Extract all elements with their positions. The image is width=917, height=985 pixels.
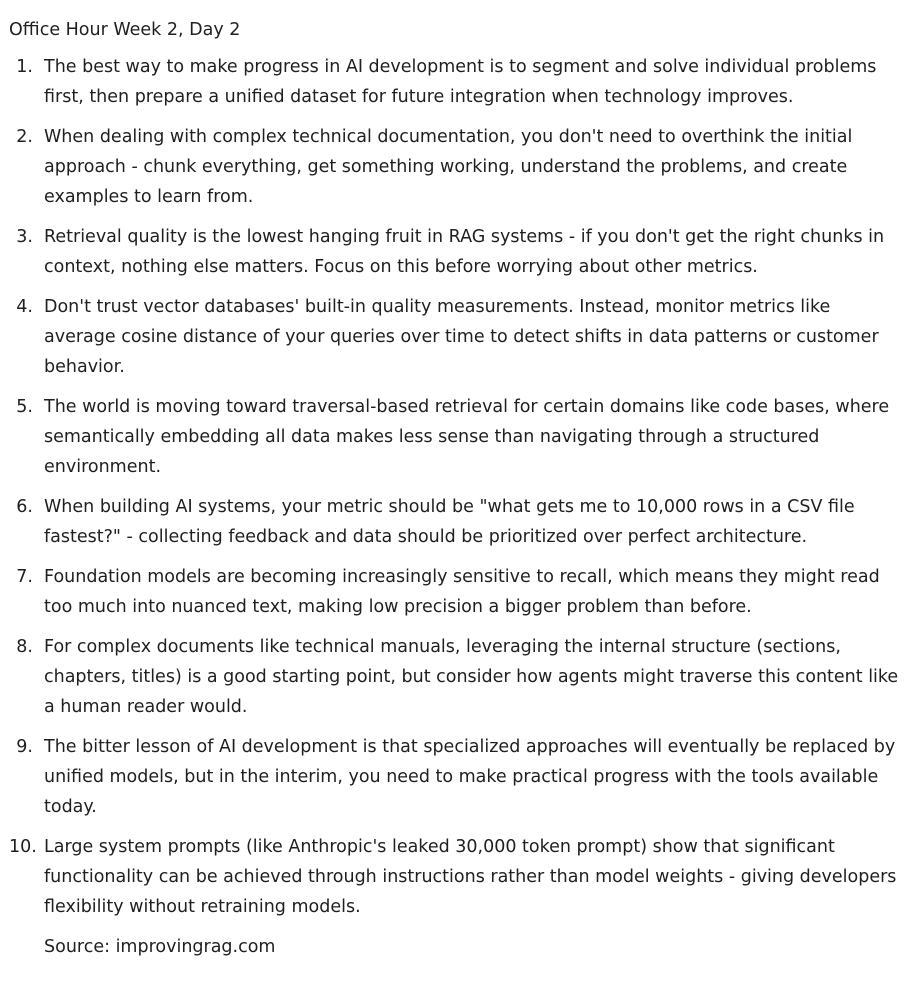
list-item bbox=[9, 562, 904, 622]
list-item-number: 8. bbox=[16, 637, 33, 657]
takeaway-list bbox=[9, 52, 917, 922]
list-item-number: 1. bbox=[16, 57, 33, 77]
list-item bbox=[9, 52, 904, 112]
list-item bbox=[9, 292, 904, 382]
list-item-number: 7. bbox=[16, 567, 33, 587]
list-item-text: Don't trust vector databases' built-in quality measurements. Instead, monitor metrics like average cosine distance of your queries over time to detect shifts in data patterns or customer behavior. bbox=[44, 297, 879, 377]
list-item bbox=[9, 392, 904, 482]
list-item-text: Large system prompts (like Anthropic's leaked 30,000 token prompt) show that significant functionality can be achieved through instructions rather than model weights - giving developers flexibility without retraining models. bbox=[44, 837, 897, 917]
list-item-text: For complex documents like technical manuals, leveraging the internal structure (sections, chapters, titles) is a good starting point, but consider how agents might traverse this content like a human reader would. bbox=[44, 637, 899, 717]
list-item-text: Foundation models are becoming increasingly sensitive to recall, which means they might read too much into nuanced text, making low precision a bigger problem than before. bbox=[44, 567, 880, 617]
list-item-text: The world is moving toward traversal-based retrieval for certain domains like code bases, where semantically embedding all data makes less sense than navigating through a structured environment. bbox=[44, 397, 890, 477]
list-item-text: The best way to make progress in AI development is to segment and solve individual problems first, then prepare a unified dataset for future integration when technology improves. bbox=[44, 57, 877, 107]
source-citation: Source: improvingrag.com bbox=[44, 937, 276, 957]
list-item-number: 6. bbox=[16, 497, 33, 517]
list-item bbox=[9, 492, 904, 552]
list-item-number: 10. bbox=[9, 837, 37, 857]
document-title: Office Hour Week 2, Day 2 bbox=[9, 20, 241, 40]
list-item bbox=[9, 222, 904, 282]
list-item-number: 9. bbox=[16, 737, 33, 757]
list-item bbox=[9, 832, 904, 922]
list-item bbox=[9, 632, 904, 722]
list-item-text: Retrieval quality is the lowest hanging fruit in RAG systems - if you don't get the right chunks in context, nothing else matters. Focus on this before worrying about other metrics. bbox=[44, 227, 885, 277]
list-item-number: 2. bbox=[16, 127, 33, 147]
list-item-number: 4. bbox=[16, 297, 33, 317]
list-item-text: When dealing with complex technical documentation, you don't need to overthink the initial approach - chunk everything, get something working, understand the problems, and create examples to learn from. bbox=[44, 127, 853, 207]
list-item-number: 3. bbox=[16, 227, 33, 247]
list-item-text: The bitter lesson of AI development is that specialized approaches will eventually be replaced by unified models, but in the interim, you need to make practical progress with the tools available today. bbox=[44, 737, 896, 817]
list-item-text: When building AI systems, your metric should be "what gets me to 10,000 rows in a CSV file fastest?" - collecting feedback and data should be prioritized over perfect architecture. bbox=[44, 497, 855, 547]
list-item bbox=[9, 732, 904, 822]
list-item bbox=[9, 122, 904, 212]
list-item-number: 5. bbox=[16, 397, 33, 417]
